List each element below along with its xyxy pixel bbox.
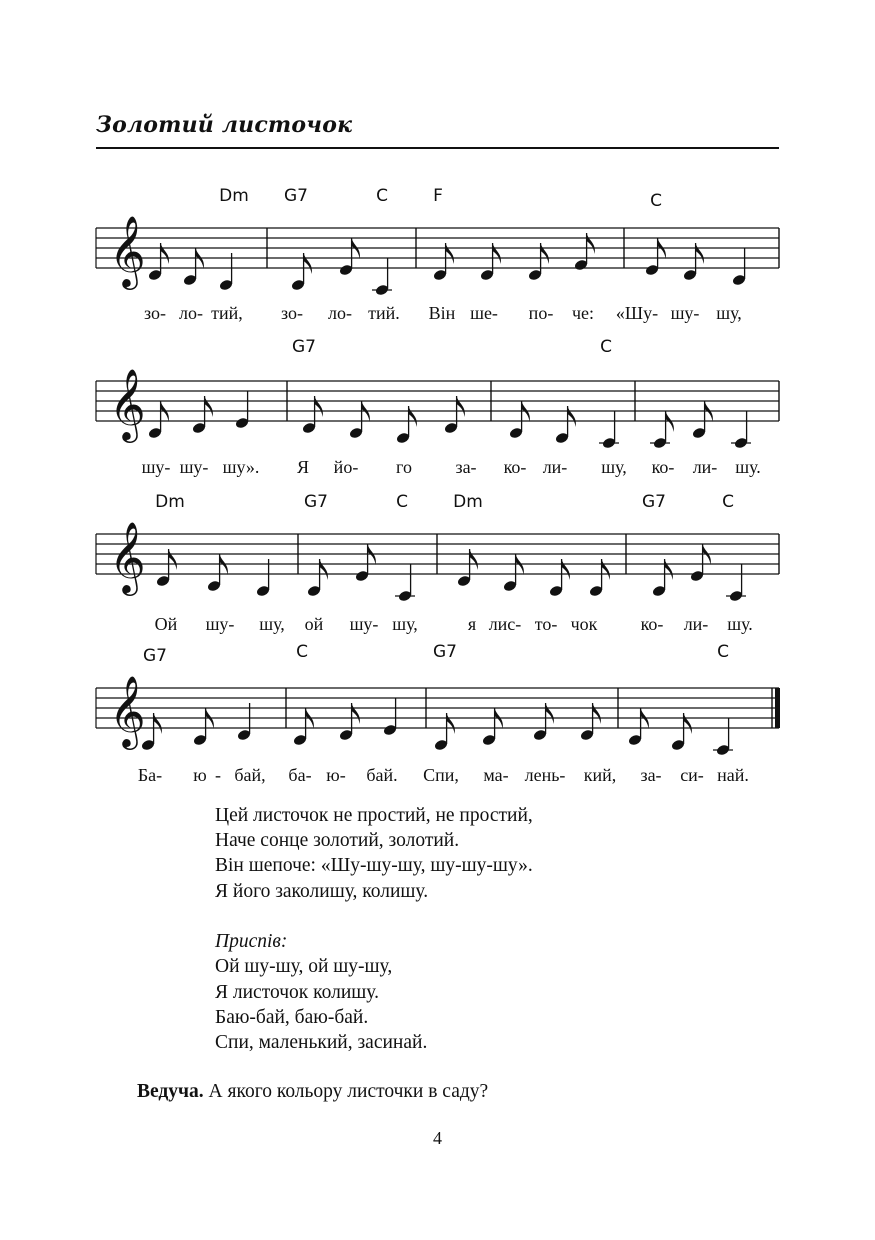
lyric-syllable: шу- — [205, 614, 235, 634]
lyric-syllable: зо- — [144, 303, 166, 323]
lyric-syllable: лис- — [488, 614, 522, 634]
eighth-note — [291, 253, 312, 291]
eighth-note — [692, 401, 713, 439]
lyric-syllable: «Шу- — [615, 303, 659, 323]
eighth-note — [293, 708, 314, 746]
lyric-syllable: бай, — [234, 765, 266, 785]
host-question: А якого кольору листочки в саду? — [203, 1081, 489, 1102]
lyric-syllable: ба- — [288, 765, 312, 785]
note-flag — [696, 243, 704, 264]
lyric-syllable: ю — [193, 765, 207, 785]
note-flag — [304, 253, 312, 274]
note-flag — [493, 243, 501, 264]
quarter-note — [726, 564, 746, 602]
note-flag — [315, 396, 323, 417]
lyric-syllable: за- — [455, 457, 477, 477]
lyric-syllable: го — [396, 457, 412, 477]
quarter-note — [383, 698, 398, 736]
lyric-syllable: ю- — [326, 765, 346, 785]
lyric-syllable: шу, — [392, 614, 418, 634]
chord-symbol: Dm — [453, 492, 483, 512]
chord-symbol: C — [296, 642, 308, 662]
note-flag — [593, 703, 601, 724]
lyric-syllable: ма- — [483, 765, 509, 785]
lyric-syllable: ли- — [542, 457, 568, 477]
quarter-note — [256, 559, 271, 597]
treble-clef-icon: 𝄞 — [109, 674, 146, 747]
lyric-syllable: шу, — [259, 614, 285, 634]
chorus-label: Приспів: — [215, 931, 288, 952]
chord-symbol: Dm — [219, 186, 249, 206]
music-system-4 — [0, 640, 875, 790]
chord-symbol: C — [376, 186, 388, 206]
lyric-syllable: ло- — [328, 303, 352, 323]
eighth-note — [650, 411, 674, 449]
eighth-note — [480, 243, 501, 281]
eighth-note — [671, 713, 692, 751]
note-flag — [546, 703, 554, 724]
lyric-syllable: Ба- — [137, 765, 163, 785]
chord-symbol: C — [600, 337, 612, 357]
note-flag — [665, 559, 673, 580]
eighth-note — [148, 401, 169, 439]
chorus-line: Баю-бай, баю-бай. — [215, 1007, 369, 1028]
lyric-syllable: шу- — [141, 457, 171, 477]
lyric-syllable: то- — [534, 614, 558, 634]
lyric-syllable: по- — [528, 303, 554, 323]
lyric-syllable: шу. — [727, 614, 753, 634]
verse-line: Наче сонце золотий, золотий. — [215, 830, 460, 851]
eighth-note — [183, 248, 204, 286]
quarter-note — [235, 391, 250, 429]
lyric-syllable: ко- — [640, 614, 664, 634]
final-barline — [775, 688, 780, 728]
chord-symbol: G7 — [143, 646, 167, 666]
lyric-syllable: я — [467, 614, 477, 634]
eighth-note — [307, 559, 328, 597]
note-flag — [587, 233, 595, 254]
lyric-syllable: шу- — [670, 303, 700, 323]
eighth-note — [339, 703, 360, 741]
eighth-note — [509, 401, 530, 439]
lyric-syllable: ой — [304, 614, 324, 634]
page-number: 4 — [433, 1128, 442, 1148]
verse-line: Я його заколишу, колишу. — [215, 881, 429, 902]
verse-line: Він шепоче: «Шу-шу-шу, шу-шу-шу». — [215, 855, 533, 876]
lyric-syllable: ло- — [179, 303, 203, 323]
eighth-note — [580, 703, 601, 741]
note-flag — [409, 406, 417, 427]
chorus-line: Я листочок колишу. — [215, 982, 379, 1003]
lyric-syllable: ли- — [683, 614, 709, 634]
lyric-syllable: ше- — [470, 303, 498, 323]
chord-symbol: C — [717, 642, 729, 662]
note-flag — [352, 703, 360, 724]
eighth-note — [396, 406, 417, 444]
chord-symbol: Dm — [155, 492, 185, 512]
treble-clef-icon: 𝄞 — [109, 520, 146, 593]
quarter-note — [731, 411, 751, 449]
lyric-syllable: най. — [717, 765, 749, 785]
eighth-note — [690, 544, 711, 582]
lyric-syllable: си- — [680, 765, 704, 785]
music-system-1 — [0, 180, 875, 330]
lyric-syllable: йо- — [333, 457, 359, 477]
quarter-note — [732, 248, 747, 286]
quarter-note — [713, 718, 733, 756]
note-flag — [562, 559, 570, 580]
lyric-syllable: Я — [296, 457, 310, 477]
eighth-note — [156, 549, 177, 587]
verse-line: Цей листочок не простий, не простий, — [215, 805, 533, 826]
eighth-note — [555, 406, 576, 444]
note-flag — [602, 559, 610, 580]
treble-clef-icon: 𝄞 — [109, 214, 146, 287]
chord-symbol: G7 — [433, 642, 457, 662]
lyric-syllable: тий, — [211, 303, 243, 323]
eighth-note — [349, 401, 370, 439]
lyric-syllable: кий, — [583, 765, 617, 785]
title-rule — [96, 147, 779, 149]
eighth-note — [574, 233, 595, 271]
note-flag — [161, 243, 169, 264]
eighth-note — [434, 713, 455, 751]
eighth-note — [533, 703, 554, 741]
chord-symbol: G7 — [292, 337, 316, 357]
song-title: Золотий листочок — [96, 112, 353, 138]
host-name: Ведуча. — [137, 1081, 204, 1102]
quarter-note — [237, 703, 252, 741]
lyric-syllable: шу. — [735, 457, 761, 477]
eighth-note — [652, 559, 673, 597]
eighth-note — [302, 396, 323, 434]
lyric-syllable: шу, — [601, 457, 627, 477]
lyric-syllable: шу- — [349, 614, 379, 634]
quarter-note — [219, 253, 234, 291]
lyric-syllable: ли- — [692, 457, 718, 477]
note-flag — [684, 713, 692, 734]
eighth-note — [549, 559, 570, 597]
eighth-note — [503, 554, 524, 592]
lyric-syllable: ко- — [651, 457, 675, 477]
chorus-line: Ой шу-шу, ой шу-шу, — [215, 956, 393, 977]
eighth-note — [355, 544, 376, 582]
host-line — [137, 1081, 488, 1103]
lyric-syllable: за- — [640, 765, 662, 785]
note-flag — [169, 549, 177, 570]
eighth-note — [444, 396, 465, 434]
music-system-3 — [0, 486, 875, 636]
chord-symbol: G7 — [642, 492, 666, 512]
lyric-syllable: шу, — [716, 303, 742, 323]
lyric-syllable: че: — [571, 303, 595, 323]
lyric-syllable: Ой — [154, 614, 178, 634]
note-flag — [320, 559, 328, 580]
eighth-note — [192, 396, 213, 434]
chord-symbol: G7 — [284, 186, 308, 206]
lyric-syllable: тий. — [368, 303, 400, 323]
quarter-note — [372, 258, 392, 296]
lyric-syllable: бай. — [366, 765, 398, 785]
lyric-syllable: чок — [570, 614, 598, 634]
note-flag — [205, 396, 213, 417]
quarter-note — [395, 564, 415, 602]
lyric-syllable: - — [215, 765, 221, 785]
music-system-2 — [0, 333, 875, 483]
chord-symbol: C — [396, 492, 408, 512]
eighth-note — [457, 549, 478, 587]
lyric-syllable: шу». — [222, 457, 260, 477]
quarter-note — [599, 411, 619, 449]
note-flag — [457, 396, 465, 417]
eighth-note — [628, 708, 649, 746]
eighth-note — [148, 243, 169, 281]
eighth-note — [683, 243, 704, 281]
note-flag — [154, 713, 162, 734]
lyric-syllable: лень- — [524, 765, 566, 785]
note-flag — [447, 713, 455, 734]
note-flag — [568, 406, 576, 427]
eighth-note — [207, 554, 228, 592]
treble-clef-icon: 𝄞 — [109, 367, 146, 440]
eighth-note — [589, 559, 610, 597]
eighth-note — [482, 708, 503, 746]
chorus-line: Спи, маленький, засинай. — [215, 1032, 428, 1053]
lyric-syllable: Він — [428, 303, 456, 323]
eighth-note — [193, 708, 214, 746]
lyric-syllable: шу- — [179, 457, 209, 477]
lyric-syllable: Спи, — [423, 765, 459, 785]
eighth-note — [528, 243, 549, 281]
note-flag — [446, 243, 454, 264]
chord-symbol: G7 — [304, 492, 328, 512]
lyric-syllable: ко- — [503, 457, 527, 477]
note-flag — [470, 549, 478, 570]
chord-symbol: C — [722, 492, 734, 512]
chord-symbol: C — [650, 191, 662, 211]
eighth-note — [339, 238, 360, 276]
note-flag — [541, 243, 549, 264]
chord-symbol: F — [433, 186, 443, 206]
lyric-syllable: зо- — [281, 303, 303, 323]
eighth-note — [433, 243, 454, 281]
eighth-note — [645, 238, 666, 276]
